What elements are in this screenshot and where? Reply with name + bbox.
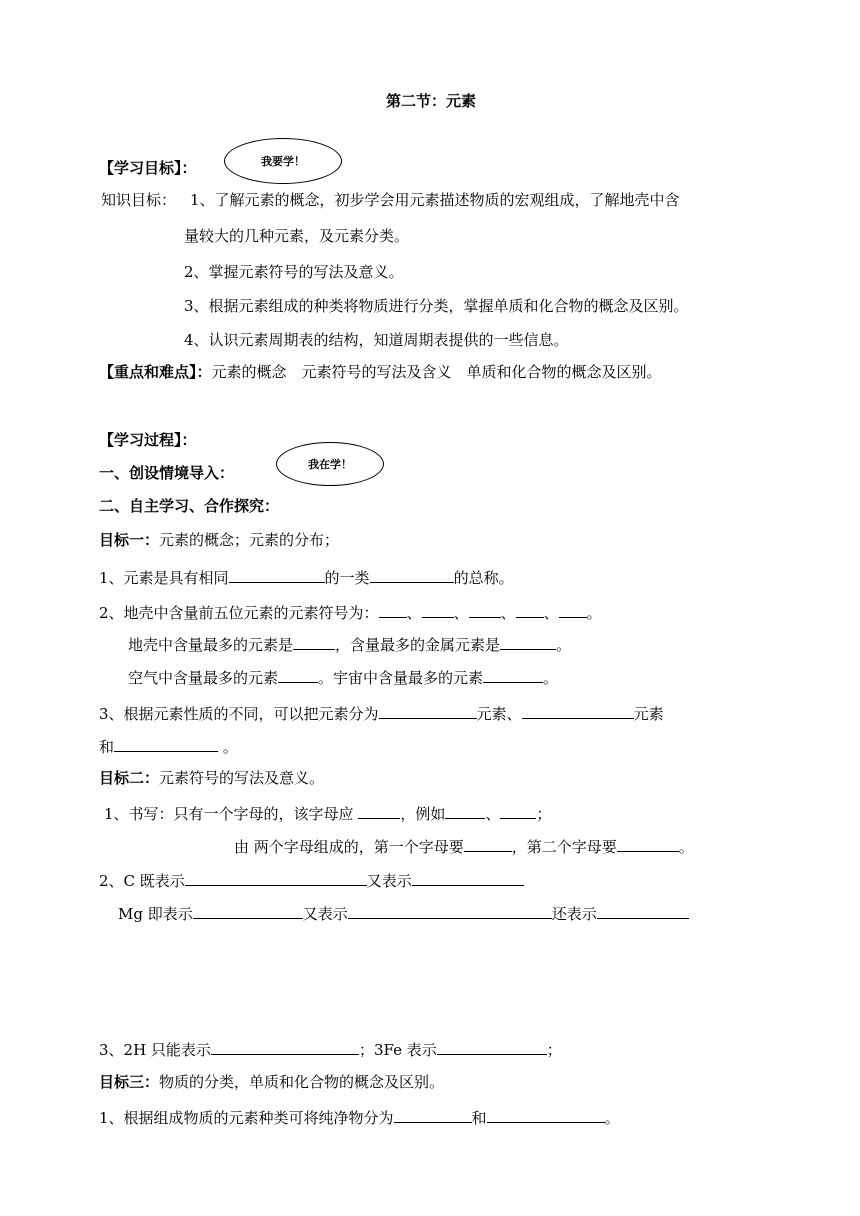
q2b-text-b: ，含量最多的金属元素是 (335, 636, 501, 654)
page-title: 第二节：元素 (386, 92, 477, 110)
section-2-heading: 二、自主学习、合作探究： (99, 497, 280, 515)
key-text: 元素的概念 元素符号的写法及含义 单质和化合物的概念及区别。 (211, 363, 662, 381)
q2-sep: 、 (453, 604, 469, 622)
answer-blank[interactable] (348, 902, 552, 919)
goal-line-3: 3、根据元素组成的种类将物质进行分类，掌握单质和化合物的概念及区别。 (184, 297, 689, 315)
q3-text-a: 3、根据元素性质的不同，可以把元素分为 (99, 705, 379, 723)
goal-label: 知识目标： (101, 191, 177, 209)
goal-line-1b: 量较大的几种元素，及元素分类。 (184, 227, 410, 245)
target-2 (99, 768, 324, 788)
question-1 (99, 566, 514, 588)
q1-text-a: 1、元素是具有相同 (99, 569, 229, 587)
answer-blank[interactable] (445, 802, 485, 819)
question-3 (99, 702, 664, 724)
learn-bubble-text: 我要学！ (261, 155, 305, 168)
target-3 (99, 1072, 444, 1092)
question-2c (128, 666, 558, 688)
h-text-b: ；3Fe 表示 (358, 1041, 437, 1059)
answer-blank[interactable] (412, 869, 524, 886)
question-2 (99, 601, 602, 623)
mg-text-a: Mg 即表示 (118, 905, 193, 923)
q2-sep: 、 (543, 604, 559, 622)
mg-text-c: 还表示 (551, 905, 597, 923)
target-1-text: 元素的概念；元素的分布； (159, 531, 340, 549)
c-text-b: 又表示 (366, 872, 412, 890)
answer-blank[interactable] (394, 1106, 472, 1123)
answer-blank[interactable] (522, 702, 634, 719)
goal-line-2: 2、掌握元素符号的写法及意义。 (184, 263, 404, 281)
t3-end: 。 (604, 1109, 620, 1127)
target-1-label: 目标一： (99, 531, 160, 549)
answer-blank[interactable] (379, 601, 407, 618)
target-2-label: 目标二： (99, 769, 160, 787)
q3-text-d: 和 (99, 738, 115, 756)
answer-blank[interactable] (293, 633, 335, 650)
h-text-c: ； (546, 1041, 562, 1059)
q2b-end: 。 (556, 636, 572, 654)
mg-text-b: 又表示 (302, 905, 348, 923)
q3-text-e: 。 (218, 738, 238, 756)
answer-blank[interactable] (597, 902, 689, 919)
answer-blank[interactable] (464, 835, 512, 852)
q2-sep: 、 (406, 604, 422, 622)
goal-line-4: 4、认识元素周期表的结构，知道周期表提供的一些信息。 (184, 331, 569, 349)
q3-text-c: 元素 (633, 705, 664, 723)
answer-blank[interactable] (185, 869, 367, 886)
answer-blank[interactable] (422, 601, 454, 618)
symbol-mg (118, 902, 689, 924)
answer-blank[interactable] (500, 802, 536, 819)
w1-text-a: 1、书写：只有一个字母的，该字母应 (104, 805, 359, 823)
goal-line-1 (101, 190, 680, 210)
answer-blank[interactable] (370, 566, 454, 583)
section-1-heading: 一、创设情境导入： (99, 464, 235, 482)
t3-text-b: 和 (471, 1109, 487, 1127)
q2b-text-a: 地壳中含量最多的元素是 (128, 636, 294, 654)
answer-blank[interactable] (469, 601, 501, 618)
w1-text-b: ，例如 (400, 805, 446, 823)
q1-text-c: 的总称。 (453, 569, 514, 587)
q2c-text-b: 。宇宙中含量最多的元素 (318, 669, 484, 687)
study-bubble-text: 我在学！ (308, 458, 352, 471)
question-3b (99, 735, 238, 757)
answer-blank[interactable] (483, 666, 543, 683)
target-2-text: 元素符号的写法及意义。 (159, 769, 325, 787)
answer-blank[interactable] (500, 633, 556, 650)
study-bubble (276, 442, 384, 486)
t3-text-a: 1、根据组成物质的元素种类可将纯净物分为 (99, 1109, 394, 1127)
learn-bubble (224, 138, 342, 184)
goals-heading: 【学习目标】： (99, 159, 197, 177)
answer-blank[interactable] (617, 835, 679, 852)
answer-blank[interactable] (114, 735, 218, 752)
answer-blank[interactable] (229, 566, 325, 583)
target-3-text: 物质的分类，单质和化合物的概念及区别。 (159, 1073, 445, 1091)
q2c-text-a: 空气中含量最多的元素 (128, 669, 279, 687)
goal-1-text: 1、了解元素的概念，初步学会用元素描述物质的宏观组成，了解地壳中含 (190, 191, 680, 209)
c-text-a: 2、C 既表示 (99, 872, 185, 890)
answer-blank[interactable] (278, 666, 318, 683)
q2-sep: 、 (500, 604, 516, 622)
w2-text-b: ，第二个字母要 (511, 838, 617, 856)
symbol-h-fe (99, 1038, 562, 1060)
q1-text-b: 的一类 (324, 569, 370, 587)
question-2b (128, 633, 571, 655)
process-heading: 【学习过程】： (99, 431, 197, 449)
w1-sep: 、 (485, 805, 501, 823)
writing-rule-2 (234, 835, 694, 857)
answer-blank[interactable] (379, 702, 477, 719)
key-heading: 【重点和难点】： (99, 363, 212, 381)
answer-blank[interactable] (487, 1106, 605, 1123)
target-3-label: 目标三： (99, 1073, 160, 1091)
w2-text-a: 由 两个字母组成的，第一个字母要 (234, 838, 464, 856)
answer-blank[interactable] (437, 1038, 547, 1055)
answer-blank[interactable] (211, 1038, 359, 1055)
answer-blank[interactable] (193, 902, 303, 919)
writing-rule-1 (104, 802, 551, 824)
target-1 (99, 530, 339, 550)
q3-text-b: 元素、 (476, 705, 522, 723)
q2-end: 。 (586, 604, 602, 622)
w2-end: 。 (678, 838, 694, 856)
answer-blank[interactable] (516, 601, 544, 618)
classification-question (99, 1106, 620, 1128)
q2c-end: 。 (543, 669, 559, 687)
h-text-a: 3、2H 只能表示 (99, 1041, 211, 1059)
symbol-c (99, 869, 524, 891)
q2-text-a: 2、地壳中含量前五位元素的元素符号为： (99, 604, 379, 622)
answer-blank[interactable] (358, 802, 400, 819)
answer-blank[interactable] (559, 601, 587, 618)
w1-text-c: ； (536, 805, 552, 823)
key-points (99, 362, 662, 382)
